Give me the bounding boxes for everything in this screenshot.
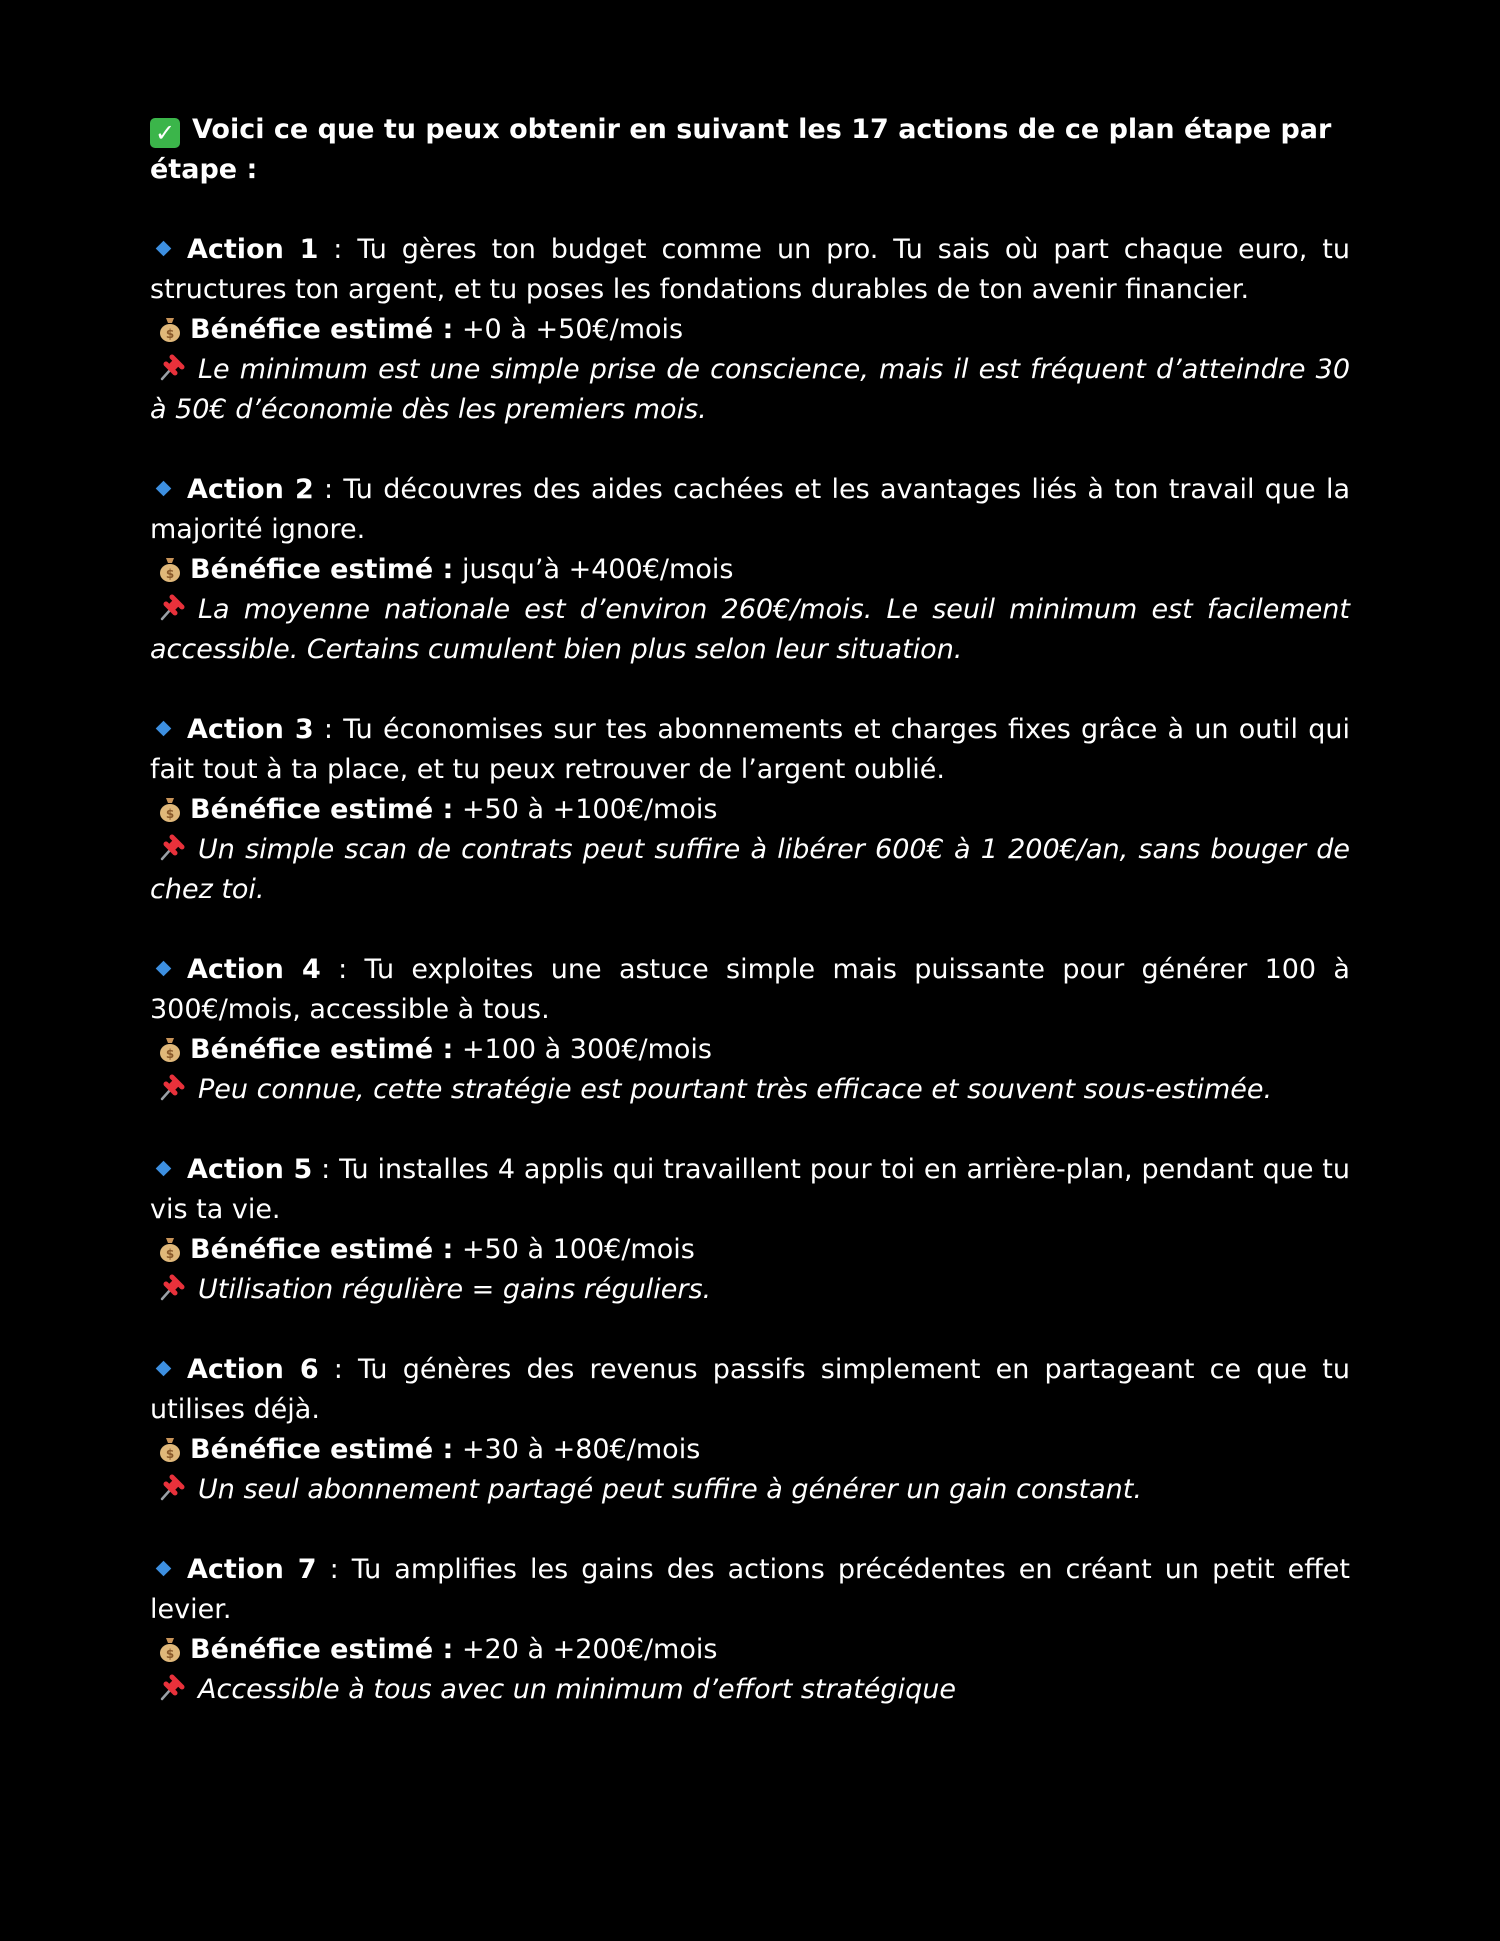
benefit-value: +30 à +80€/mois [461,1434,701,1465]
action-item [150,1350,1350,1510]
action-description-line [150,1350,1350,1430]
action-title: Action 4 [187,954,321,985]
benefit-line [150,310,1350,350]
benefit-value: +20 à +200€/mois [461,1634,718,1665]
benefit-label: Bénéfice estimé : [190,1434,454,1465]
action-description: : Tu gères ton budget comme un pro. Tu sais où part chaque euro, tu structures ton argent, et tu poses les fondations durables de ton avenir financier. [150,234,1350,305]
benefit-label: Bénéfice estimé : [190,1634,454,1665]
pushpin-icon [156,1673,186,1703]
note-text: Accessible à tous avec un minimum d’effort stratégique [198,1674,956,1705]
pushpin-icon [156,833,186,863]
blue-diamond-icon [156,961,172,977]
benefit-label: Bénéfice estimé : [190,314,454,345]
note-line [150,590,1350,670]
benefit-line [150,790,1350,830]
action-description-line [150,1150,1350,1230]
benefit-line [150,1430,1350,1470]
money-bag-icon [158,555,182,583]
svg-text:$: $ [165,1047,175,1061]
action-item [150,1150,1350,1310]
action-description: : Tu génères des revenus passifs simplement en partageant ce que tu utilises déjà. [150,1354,1350,1425]
benefit-value: +100 à 300€/mois [461,1034,713,1065]
svg-text:$: $ [165,567,175,581]
benefit-value: jusqu’à +400€/mois [461,554,734,585]
note-text: Un simple scan de contrats peut suffire à libérer 600€ à 1 200€/an, sans bouger de chez toi. [150,834,1350,905]
blue-diamond-icon [156,1361,172,1377]
note-line [150,350,1350,430]
action-item [150,1550,1350,1710]
blue-diamond-icon [156,721,172,737]
action-item [150,710,1350,910]
blue-diamond-icon [156,1161,172,1177]
pushpin-icon [156,353,186,383]
benefit-line [150,1630,1350,1670]
money-bag-icon [158,1235,182,1263]
action-description: : Tu exploites une astuce simple mais puissante pour générer 100 à 300€/mois, accessible à tous. [150,954,1350,1025]
pushpin-icon [156,1073,186,1103]
action-title: Action 2 [187,474,314,505]
note-text: Le minimum est une simple prise de conscience, mais il est fréquent d’atteindre 30 à 50€ d’économie dès les premiers mois. [150,354,1350,425]
note-text: Utilisation régulière = gains réguliers. [198,1274,712,1305]
money-bag-icon [158,315,182,343]
benefit-line [150,1230,1350,1270]
action-description: : Tu découvres des aides cachées et les avantages liés à ton travail que la majorité ignore. [150,474,1350,545]
blue-diamond-icon [156,481,172,497]
note-text: Un seul abonnement partagé peut suffire à générer un gain constant. [198,1474,1142,1505]
benefit-line [150,550,1350,590]
action-description-line [150,1550,1350,1630]
note-text: Peu connue, cette stratégie est pourtant très efficace et souvent sous-estimée. [198,1074,1273,1105]
money-bag-icon [158,1635,182,1663]
headline-text: Voici ce que tu peux obtenir en suivant les 17 actions de ce plan étape par étape : [150,114,1332,185]
svg-text:$: $ [165,807,175,821]
svg-text:$: $ [165,1647,175,1661]
action-description-line [150,470,1350,550]
action-title: Action 3 [187,714,314,745]
benefit-label: Bénéfice estimé : [190,1034,454,1065]
svg-text:$: $ [165,1447,175,1461]
benefit-label: Bénéfice estimé : [190,1234,454,1265]
headline [150,110,1350,190]
action-title: Action 7 [187,1554,317,1585]
note-line [150,1670,1350,1710]
action-description: : Tu installes 4 applis qui travaillent pour toi en arrière-plan, pendant que tu vis ta vie. [150,1154,1350,1225]
svg-text:$: $ [165,1247,175,1261]
note-line [150,1070,1350,1110]
blue-diamond-icon [156,1561,172,1577]
note-line [150,830,1350,910]
action-description: : Tu amplifies les gains des actions précédentes en créant un petit effet levier. [150,1554,1351,1625]
note-line [150,1270,1350,1310]
action-item [150,950,1350,1110]
pushpin-icon [156,593,186,623]
note-text: La moyenne nationale est d’environ 260€/mois. Le seuil minimum est facilement accessible. Certains cumulent bien plus selon leur situation. [150,594,1350,665]
action-description-line [150,950,1350,1030]
money-bag-icon [158,795,182,823]
benefit-label: Bénéfice estimé : [190,554,454,585]
action-description-line [150,230,1350,310]
action-title: Action 6 [187,1354,319,1385]
action-title: Action 1 [187,234,319,265]
svg-text:$: $ [165,327,175,341]
money-bag-icon [158,1035,182,1063]
benefit-value: +50 à 100€/mois [461,1234,695,1265]
benefit-line [150,1030,1350,1070]
action-description: : Tu économises sur tes abonnements et charges fixes grâce à un outil qui fait tout à ta place, et tu peux retrouver de l’argent oublié. [150,714,1350,785]
benefit-value: +0 à +50€/mois [461,314,684,345]
action-description-line [150,710,1350,790]
blue-diamond-icon [156,241,172,257]
pushpin-icon [156,1273,186,1303]
benefit-value: +50 à +100€/mois [461,794,718,825]
pushpin-icon [156,1473,186,1503]
action-item [150,470,1350,670]
benefit-label: Bénéfice estimé : [190,794,454,825]
money-bag-icon [158,1435,182,1463]
check-mark-icon: ✓ [150,118,180,148]
action-title: Action 5 [187,1154,313,1185]
action-item [150,230,1350,430]
note-line [150,1470,1350,1510]
